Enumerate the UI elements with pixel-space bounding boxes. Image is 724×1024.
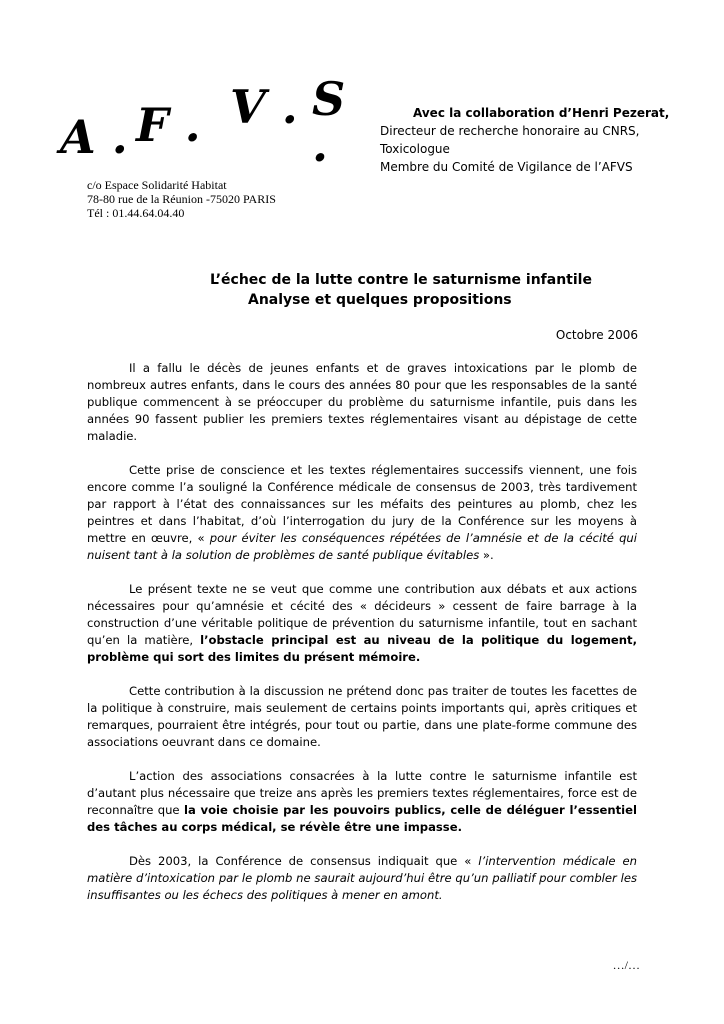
paragraph-2-text: Cette prise de conscience et les textes réglementaires successifs viennent, une fois encore comme l’a souligné la Conférence médicale de consensus de 2003, très tardivement par rapport à l’état des connaissances sur les méfaits des peintures au plomb, chez les peintres et dans l’habitat, d’où l’interrogation du jury de la Conférence sur les moyens à mettre en œuvre, «: [87, 463, 637, 545]
address-line: c/o Espace Solidarité Habitat: [87, 178, 227, 192]
paragraph-3: [87, 581, 637, 666]
title-line-2: Analyse et quelques propositions: [248, 292, 512, 308]
logo-letter-s: S .: [312, 72, 346, 172]
logo-letter-f: F .: [136, 98, 201, 152]
paragraph-6-text: Dès 2003, la Conférence de consensus indiquait que «: [129, 854, 479, 868]
address-line: Tél : 01.44.64.04.40: [87, 206, 185, 220]
paragraph-2-quote: pour éviter les conséquences répétées de l’amnésie et de la cécité qui nuisent tant à la solution de problèmes de santé publique évitables: [87, 531, 637, 562]
logo-letter-v: V .: [230, 80, 298, 134]
document-title: [210, 270, 630, 310]
collaboration-line: Membre du Comité de Vigilance de l’AFVS: [380, 160, 633, 174]
title-line-1: L’échec de la lutte contre le saturnisme infantile: [210, 272, 592, 288]
collaboration-lead: Avec la collaboration d’Henri Pezerat,: [413, 106, 670, 120]
paragraph-2-end: ».: [479, 548, 494, 562]
collaboration-block: [380, 104, 680, 176]
paragraph-1: Il a fallu le décès de jeunes enfants et de graves intoxications par le plomb de nombreux autres enfants, dans le cours des années 80 pour que les responsables de la santé publique commencent à se préoccuper du problème du saturnisme infantile, puis dans les années 90 fassent publier les premiers textes réglementaires visant au dépistage de cette maladie.: [87, 361, 637, 443]
document-body: [87, 360, 637, 921]
paragraph-5: [87, 768, 637, 836]
paragraph-6: [87, 853, 637, 904]
address-block: [87, 178, 347, 220]
logo-letter-a: A .: [60, 110, 128, 164]
afvs-logo: [60, 72, 360, 172]
document-date: Octobre 2006: [555, 328, 638, 342]
paragraph-6-quote: l’intervention médicale en matière d’intoxication par le plomb ne saurait aujourd’hui être qu’un palliatif pour combler les insuffisantes ou les échecs des politiques à mener en amont.: [87, 854, 637, 902]
paragraph-5-text: L’action des associations consacrées à la lutte contre le saturnisme infantile est d’autant plus nécessaire que treize ans après les premiers textes réglementaires, force est de reconnaître que: [87, 769, 637, 817]
paragraph-5-emphasis: la voie choisie par les pouvoirs publics, celle de déléguer l’essentiel des tâches au corps médical, se révèle être une impasse.: [87, 803, 637, 834]
paragraph-3-emphasis: l’obstacle principal est au niveau de la politique du logement, problème qui sort des limites du présent mémoire.: [87, 633, 637, 664]
page-continuation: …/…: [612, 958, 640, 972]
paragraph-4: Cette contribution à la discussion ne prétend donc pas traiter de toutes les facettes de la politique à construire, mais seulement de certains points importants qui, après critiques et remarques, pourraient être intégrés, pour tout ou partie, dans une plate-forme commune des associations oeuvrant dans ce domaine.: [87, 684, 637, 749]
collaboration-line: Directeur de recherche honoraire au CNRS,: [380, 124, 640, 138]
collaboration-line: Toxicologue: [380, 142, 450, 156]
address-line: 78-80 rue de la Réunion -75020 PARIS: [87, 192, 276, 206]
paragraph-3-text: Le présent texte ne se veut que comme une contribution aux débats et aux actions nécessaires pour qu’amnésie et cécité des « décideurs » cessent de faire barrage à la construction d’une véritable politique de prévention du saturnisme infantile, tout en sachant qu’en la matière,: [87, 582, 637, 647]
paragraph-2: [87, 462, 637, 564]
